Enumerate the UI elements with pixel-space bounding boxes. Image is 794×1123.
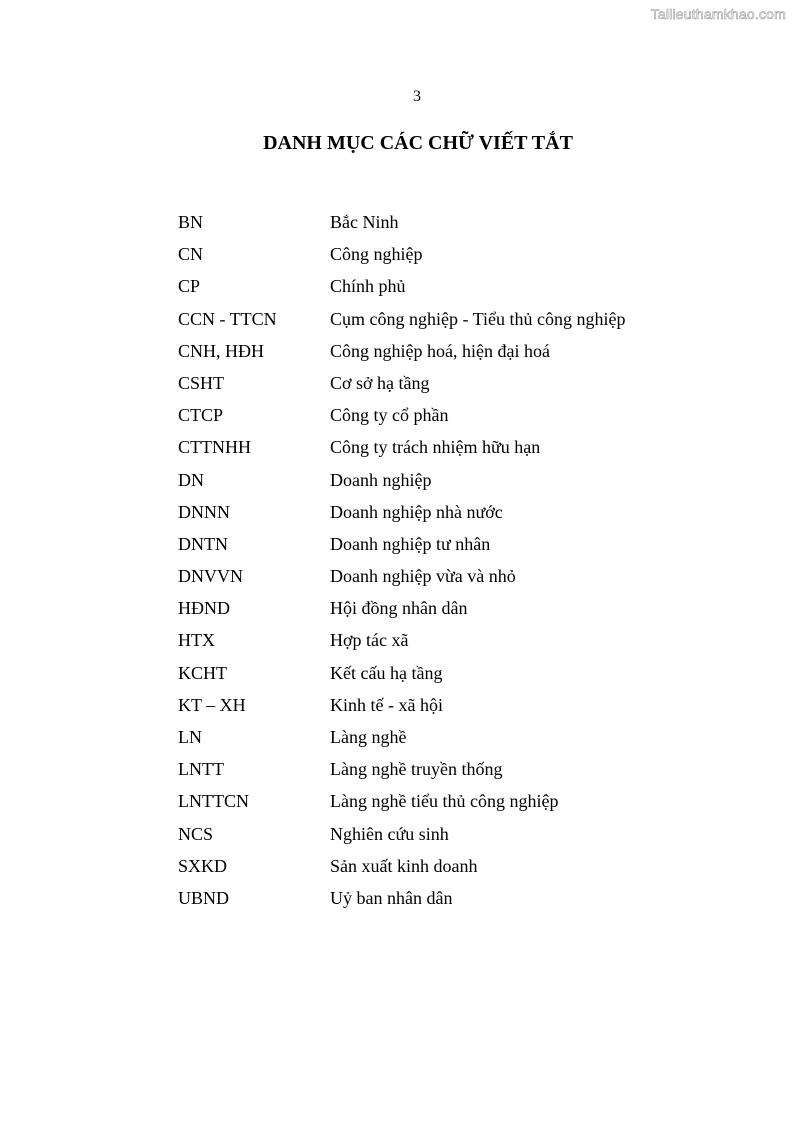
abbreviation-row [178,692,626,724]
abbreviation-row [178,821,626,853]
abbreviation-row [178,531,626,563]
abbreviation-term: DN [178,469,204,490]
abbreviation-term: DNVVN [178,566,243,587]
abbreviation-term: CTTNHH [178,437,251,458]
abbreviation-term: DNNN [178,501,230,522]
abbreviation-meaning: Công ty cổ phần [330,405,449,426]
abbreviation-term: KCHT [178,662,227,683]
abbreviation-row [178,563,626,595]
abbreviation-row [178,724,626,756]
abbreviation-term: NCS [178,823,214,844]
abbreviation-row [178,402,626,434]
abbreviation-term: BN [178,212,204,232]
abbreviation-meaning: Cơ sở hạ tầng [330,372,430,393]
abbreviation-term: CTCP [178,405,224,426]
abbreviation-row [178,627,626,659]
abbreviation-term: CN [178,244,204,265]
abbreviation-meaning: Làng nghề [330,727,407,747]
abbreviation-row [178,660,626,692]
abbreviation-meaning: Nghiên cứu sinh [330,823,449,844]
abbreviation-term: SXKD [178,855,228,876]
abbreviation-row [178,788,626,820]
abbreviation-term: HĐND [178,598,230,619]
page-number: 3 [413,88,421,105]
abbreviation-row [178,853,626,885]
abbreviation-term: UBND [178,887,230,908]
abbreviation-meaning: Làng nghề truyền thống [330,759,503,780]
abbreviation-row [178,499,626,531]
page-title: DANH MỤC CÁC CHỮ VIẾT TẮT [263,132,573,154]
abbreviation-term: HTX [178,630,215,651]
abbreviation-row [178,595,626,627]
abbreviation-meaning: Bắc Ninh [330,212,399,232]
abbreviation-meaning: Cụm công nghiệp - Tiểu thủ công nghiệp [330,308,626,329]
abbreviation-meaning: Kinh tế - xã hội [330,694,443,715]
watermark-text: Tailieuthamkhao.com [650,6,786,22]
abbreviation-meaning: Sản xuất kinh doanh [330,855,478,876]
abbreviation-meaning: Công nghiệp hoá, hiện đại hoá [330,340,550,361]
abbreviation-term: KT – XH [178,694,246,715]
abbreviation-meaning: Hội đồng nhân dân [330,598,468,619]
abbreviation-row [178,338,626,370]
abbreviation-row [178,241,626,273]
abbreviation-row [178,885,626,917]
abbreviation-meaning: Công ty trách nhiệm hữu hạn [330,437,541,458]
abbreviation-meaning: Doanh nghiệp tư nhân [330,533,491,554]
abbreviation-meaning: Công nghiệp [330,244,423,265]
abbreviation-meaning: Chính phủ [330,276,406,297]
abbreviation-row [178,370,626,402]
abbreviation-row [178,467,626,499]
abbreviation-row [178,434,626,466]
abbreviation-row [178,273,626,305]
abbreviation-meaning: Doanh nghiệp nhà nước [330,501,503,522]
abbreviation-term: LNTT [178,759,224,780]
abbreviation-meaning: Doanh nghiệp vừa và nhỏ [330,566,516,587]
abbreviation-term: CNH, HĐH [178,340,265,361]
abbreviation-term: CCN - TTCN [178,308,277,329]
abbreviation-term: DNTN [178,533,228,554]
abbreviation-row [178,756,626,788]
abbreviation-term: LN [178,727,202,747]
abbreviation-list [178,209,626,917]
abbreviation-meaning: Hợp tác xã [330,630,409,651]
abbreviation-meaning: Uỷ ban nhân dân [330,887,453,908]
abbreviation-meaning: Làng nghề tiểu thủ công nghiệp [330,791,559,812]
abbreviation-row [178,209,626,241]
abbreviation-term: LNTTCN [178,791,249,812]
abbreviation-term: CP [178,276,201,297]
abbreviation-term: CSHT [178,372,225,393]
abbreviation-meaning: Doanh nghiệp [330,469,432,490]
abbreviation-meaning: Kết cấu hạ tầng [330,662,443,683]
abbreviation-row [178,306,626,338]
